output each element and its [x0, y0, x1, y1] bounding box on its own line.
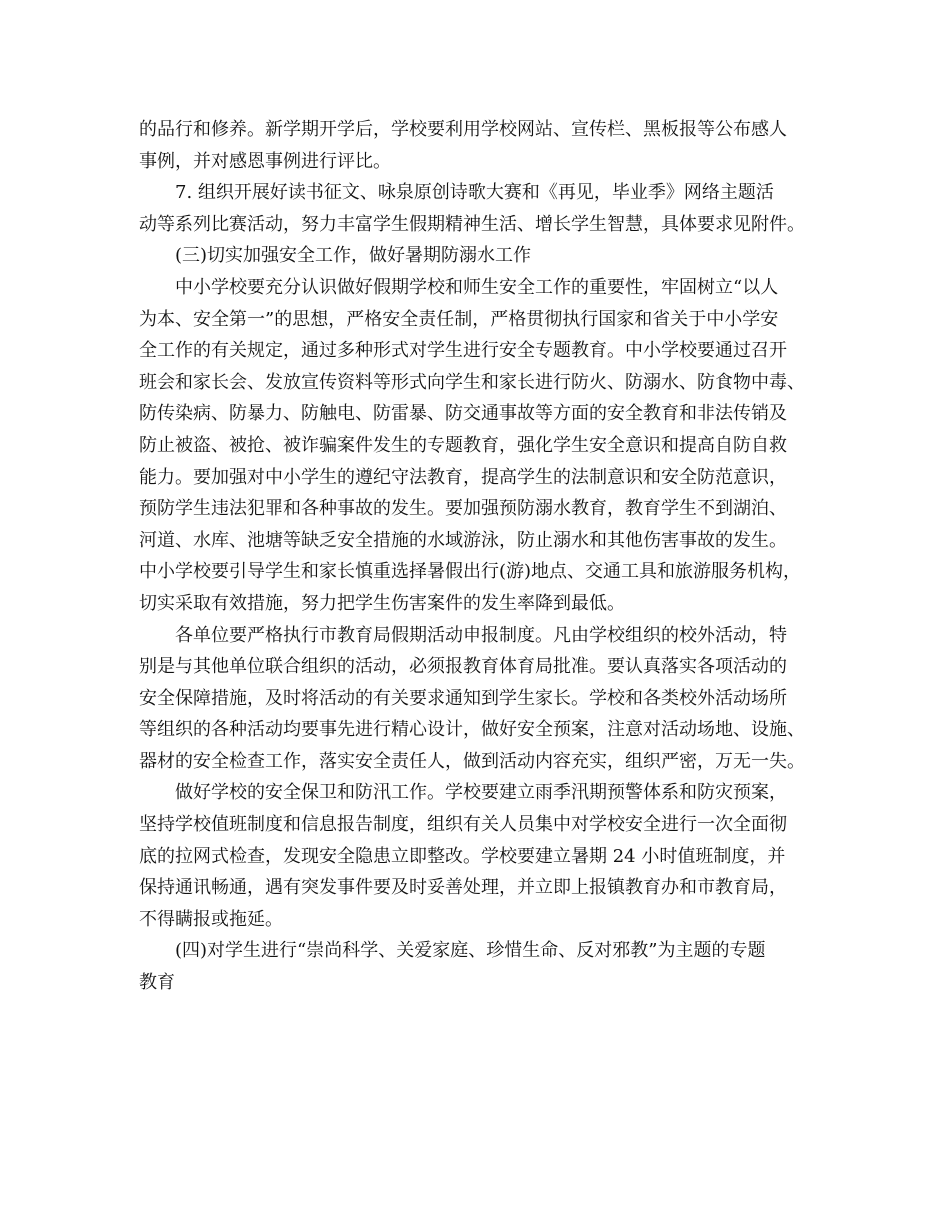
text-line: 切实采取有效措施，努力把学生伤害案件的发生率降到最低。	[139, 592, 625, 614]
text-line: 防止被盗、被抢、被诈骗案件发生的专题教育，强化学生安全意识和提高自防自救	[139, 434, 787, 456]
text-line: 预防学生违法犯罪和各种事故的发生。要加强预防溺水教育，教育学生不到湖泊、	[139, 498, 787, 520]
text-line: 各单位要严格执行市教育局假期活动申报制度。凡由学校组织的校外活动，特	[175, 624, 787, 646]
document-body	[139, 114, 819, 999]
text-line: 保持通讯畅通，遇有突发事件要及时妥善处理，并立即上报镇教育办和市教育局，	[139, 877, 787, 899]
text-line: 能力。要加强对中小学生的遵纪守法教育，提高学生的法制意识和安全防范意识，	[139, 466, 787, 488]
text-line: 班会和家长会、发放宣传资料等形式向学生和家长进行防火、防溺水、防食物中毒、	[139, 371, 805, 393]
paragraph	[139, 935, 819, 998]
text-line: 7. 组织开展好读书征文、咏泉原创诗歌大赛和《再见，毕业季》网络主题活	[175, 182, 774, 204]
paragraph	[139, 177, 819, 240]
text-line: 中小学校要充分认识做好假期学校和师生安全工作的重要性，牢固树立“以人	[175, 276, 779, 298]
paragraph	[139, 114, 819, 177]
text-line: 教育	[139, 972, 175, 994]
text-line: 河道、水库、池塘等缺乏安全措施的水域游泳，防止溺水和其他伤害事故的发生。	[139, 529, 787, 551]
text-line: 坚持学校值班制度和信息报告制度，组织有关人员集中对学校安全进行一次全面彻	[139, 814, 787, 836]
text-line: 别是与其他单位联合组织的活动，必须报教育体育局批准。要认真落实各项活动的	[139, 656, 787, 678]
paragraph	[139, 240, 819, 272]
text-line: 防传染病、防暴力、防触电、防雷暴、防交通事故等方面的安全教育和非法传销及	[139, 403, 787, 425]
text-line: 为本、安全第一”的思想，严格安全责任制，严格贯彻执行国家和省关于中小学安	[139, 308, 779, 330]
text-line: 中小学校要引导学生和家长慎重选择暑假出行(游)地点、交通工具和旅游服务机构，	[139, 561, 802, 583]
text-line: (四)对学生进行“崇尚科学、关爱家庭、珍惜生命、反对邪教”为主题的专题	[175, 940, 766, 962]
text-line: 底的拉网式检查，发现安全隐患立即整改。学校要建立暑期 24 小时值班制度，并	[139, 845, 786, 867]
text-line: 等组织的各种活动均要事先进行精心设计，做好安全预案，注意对活动场地、设施、	[139, 719, 805, 741]
text-line: 动等系列比赛活动，努力丰富学生假期精神生活、增长学生智慧，具体要求见附件。	[139, 213, 805, 235]
text-line: 全工作的有关规定，通过多种形式对学生进行安全专题教育。中小学校要通过召开	[139, 340, 787, 362]
paragraph	[139, 777, 819, 935]
text-line: 的品行和修养。新学期开学后，学校要利用学校网站、宣传栏、黑板报等公布感人	[139, 119, 787, 140]
text-line: 事例，并对感恩事例进行评比。	[139, 150, 391, 172]
paragraph	[139, 620, 819, 778]
paragraph	[139, 272, 819, 620]
text-line: 安全保障措施，及时将活动的有关要求通知到学生家长。学校和各类校外活动场所	[139, 687, 787, 709]
text-line: 做好学校的安全保卫和防汛工作。学校要建立雨季汛期预警体系和防灾预案，	[175, 782, 787, 804]
text-line: (三)切实加强安全工作，做好暑期防溺水工作	[175, 245, 532, 267]
text-line: 不得瞒报或拖延。	[139, 908, 283, 930]
text-line: 器材的安全检查工作，落实安全责任人，做到活动内容充实，组织严密，万无一失。	[139, 750, 805, 772]
